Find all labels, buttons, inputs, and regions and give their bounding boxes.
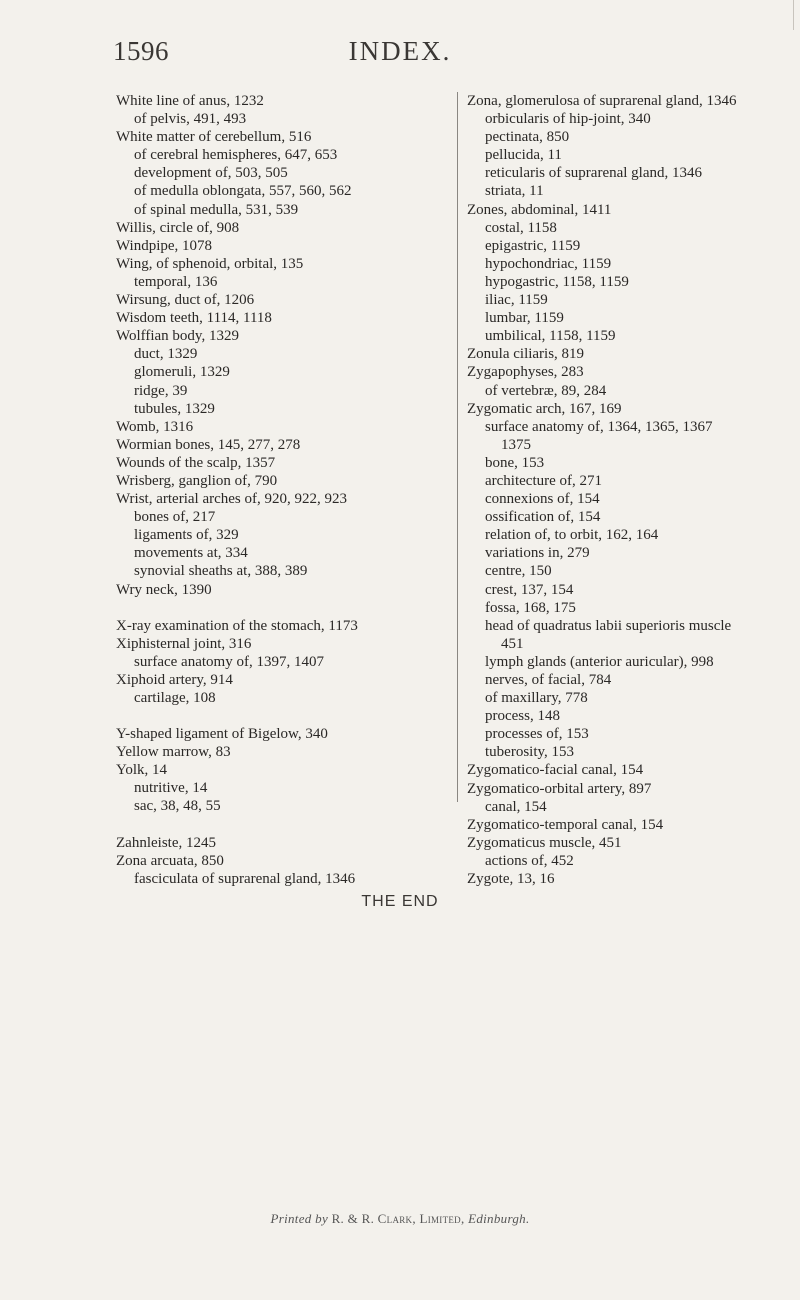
page-edge-mark (793, 0, 794, 30)
index-entry: temporal, 136 (134, 273, 218, 290)
index-entry: surface anatomy of, 1364, 1365, 1367 (485, 418, 713, 435)
page-title: INDEX. (348, 36, 452, 66)
index-entry: Zygomatico-orbital artery, 897 (467, 780, 652, 797)
index-entry: hypogastric, 1158, 1159 (485, 273, 629, 290)
index-entry: of maxillary, 778 (485, 690, 588, 707)
letter-group-gap (116, 816, 461, 834)
index-entry: Zygomatic arch, 167, 169 (467, 400, 622, 417)
index-entry: Wisdom teeth, 1114, 1118 (116, 310, 272, 327)
index-entry: Yolk, 14 (116, 762, 167, 779)
letter-group-gap (116, 599, 461, 617)
index-entry: sac, 38, 48, 55 (134, 798, 221, 815)
index-entry: iliac, 1159 (485, 292, 548, 309)
index-entry: surface anatomy of, 1397, 1407 (134, 653, 324, 670)
index-entry: processes of, 153 (485, 726, 589, 743)
index-entry: duct, 1329 (134, 346, 198, 363)
index-entry: ossification of, 154 (485, 509, 601, 526)
printed-by-label: Printed by (270, 1211, 329, 1226)
index-entry: Zahnleiste, 1245 (116, 834, 216, 851)
index-entry: lumbar, 1159 (485, 310, 564, 327)
index-entry: Zygote, 13, 16 (467, 871, 555, 888)
page-number: 1596 (113, 36, 169, 66)
index-entry: Wounds of the scalp, 1357 (116, 454, 276, 471)
index-entry: variations in, 279 (485, 545, 590, 562)
index-entry: orbicularis of hip-joint, 340 (485, 111, 651, 128)
index-column-left (116, 92, 461, 888)
index-entry: nerves, of facial, 784 (485, 672, 612, 688)
index-entry: glomeruli, 1329 (134, 364, 230, 381)
index-entry: fossa, 168, 175 (485, 599, 576, 616)
index-entry: ridge, 39 (134, 382, 188, 399)
index-entry: ligaments of, 329 (134, 527, 239, 544)
index-entry: pellucida, 11 (485, 147, 562, 164)
index-entry: bones of, 217 (134, 509, 216, 526)
index-entry: Xiphoid artery, 914 (116, 671, 233, 688)
the-end-label: THE END (361, 893, 439, 910)
index-entry: head of quadratus labii superioris muscle (485, 617, 732, 634)
index-entry: of pelvis, 491, 493 (134, 111, 247, 128)
index-entry: lymph glands (anterior auricular), 998 (485, 653, 714, 670)
index-entry: cartilage, 108 (134, 690, 216, 706)
index-entry: architecture of, 271 (485, 472, 603, 489)
index-entry: hypochondriac, 1159 (485, 255, 612, 272)
index-entry: pectinata, 850 (485, 129, 570, 146)
index-entry: Wing, of sphenoid, orbital, 135 (116, 255, 304, 272)
index-entry: tubules, 1329 (134, 400, 215, 417)
index-entry: fasciculata of suprarenal gland, 1346 (134, 870, 356, 887)
index-entry: striata, 11 (485, 183, 544, 200)
index-entry: bone, 153 (485, 454, 545, 471)
index-entry: Y-shaped ligament of Bigelow, 340 (116, 726, 328, 743)
index-entry: Zones, abdominal, 1411 (467, 201, 612, 218)
index-entry: of vertebræ, 89, 284 (485, 382, 607, 399)
index-entry: Yellow marrow, 83 (116, 744, 231, 761)
printer-city: Edinburgh. (468, 1211, 530, 1226)
index-entry: 1375 (501, 436, 531, 453)
index-entry: synovial sheaths at, 388, 389 (134, 563, 308, 580)
letter-group-gap (116, 707, 461, 725)
index-entry: development of, 503, 505 (134, 165, 288, 182)
index-entry: Zona, glomerulosa of suprarenal gland, 1346 (467, 93, 737, 109)
index-entry: Zonula ciliaris, 819 (467, 346, 585, 363)
index-entry: Womb, 1316 (116, 418, 194, 435)
index-entry: White line of anus, 1232 (116, 93, 264, 109)
index-entry: Zygomaticus muscle, 451 (467, 834, 622, 851)
index-entry: Xiphisternal joint, 316 (116, 635, 252, 652)
index-entry: reticularis of suprarenal gland, 1346 (485, 165, 703, 182)
index-entry: Wrist, arterial arches of, 920, 922, 923 (116, 491, 347, 508)
index-entry: actions of, 452 (485, 852, 574, 869)
index-entry: X-ray examination of the stomach, 1173 (116, 617, 358, 634)
index-entry: Wormian bones, 145, 277, 278 (116, 436, 301, 453)
page-header (0, 36, 800, 76)
index-entry: epigastric, 1159 (485, 237, 581, 254)
index-entry: of cerebral hemispheres, 647, 653 (134, 147, 338, 164)
index-entry: costal, 1158 (485, 219, 557, 236)
index-entry: nutritive, 14 (134, 780, 208, 797)
index-entry: 451 (501, 635, 524, 652)
index-column-right (467, 92, 800, 888)
index-entry: umbilical, 1158, 1159 (485, 328, 616, 345)
index-entry: Zygomatico-facial canal, 154 (467, 762, 644, 779)
index-entry: Zygapophyses, 283 (467, 364, 584, 381)
index-entry: Wrisberg, ganglion of, 790 (116, 472, 278, 489)
index-entry: tuberosity, 153 (485, 744, 575, 761)
index-entry: process, 148 (485, 708, 560, 725)
index-entry: White matter of cerebellum, 516 (116, 129, 312, 146)
index-entry: of spinal medulla, 531, 539 (134, 201, 299, 218)
index-entry: centre, 150 (485, 563, 552, 580)
index-entry: of medulla oblongata, 557, 560, 562 (134, 183, 352, 200)
index-entry: Wolffian body, 1329 (116, 328, 239, 345)
printer-footer (0, 1211, 800, 1227)
index-entry: relation of, to orbit, 162, 164 (485, 527, 659, 544)
index-entry: Zona arcuata, 850 (116, 852, 224, 869)
printer-name: R. & R. Clark, Limited, (331, 1211, 465, 1226)
index-entry: movements at, 334 (134, 545, 248, 562)
index-entry: Windpipe, 1078 (116, 237, 213, 254)
index-entry: canal, 154 (485, 798, 547, 815)
index-entry: Zygomatico-temporal canal, 154 (467, 816, 664, 833)
column-divider (457, 92, 458, 802)
index-entry: Wry neck, 1390 (116, 581, 212, 598)
index-entry: Willis, circle of, 908 (116, 219, 240, 236)
index-entry: crest, 137, 154 (485, 581, 574, 598)
index-entry: Wirsung, duct of, 1206 (116, 292, 255, 309)
index-entry: connexions of, 154 (485, 491, 600, 508)
